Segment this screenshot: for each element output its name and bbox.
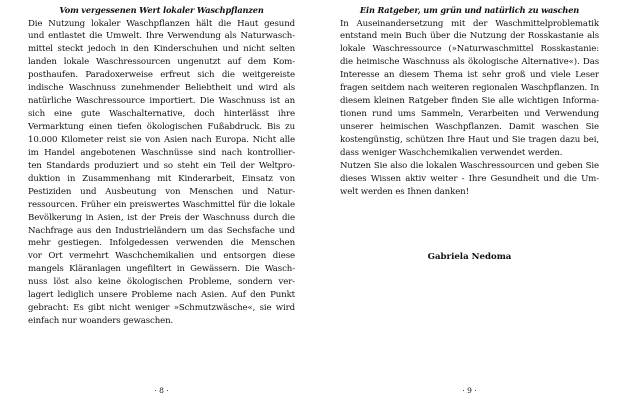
text-line: mangels Kläranlagen ungefiltert in Gewässern. Die Wasch-: [28, 264, 295, 275]
text-line: Pestiziden und Ausbeutung von Menschen und Natur-: [28, 186, 295, 197]
text-line: ressourcen. Früher ein preiswertes Waschmittel für die lokale: [28, 199, 295, 210]
text-line: Die Nutzung lokaler Waschpflanzen hält die Haut gesund: [28, 18, 295, 29]
right-page-heading: Ein Ratgeber, um grün und natürlich zu waschen: [359, 5, 580, 15]
text-line: indische Waschnuss zunehmender Beliebtheit und wird als: [28, 83, 295, 94]
left-page-heading: Vom vergessenen Wert lokaler Waschpflanzen: [59, 5, 264, 15]
text-line: Vermarktung einen tiefen ökologischen Fußabdruck. Bis zu: [28, 122, 295, 132]
right-page: [340, 0, 599, 411]
text-line: In Auseinandersetzung mit der Waschmittelproblematik: [340, 18, 599, 29]
text-line: diesem kleinen Ratgeber finden Sie alle wichtigen Informa-: [340, 96, 599, 107]
text-line: Interesse an diesem Thema ist sehr groß und viele Leser: [340, 70, 599, 81]
text-line: Nutzen Sie also die lokalen Waschressourcen und geben Sie: [340, 160, 599, 171]
text-line: duktion in Zusammenhang mit Kinderarbeit, Einsatz von: [28, 173, 295, 184]
text-line: Bevölkerung in Asien, ist der Preis der Waschnuss durch die: [28, 212, 295, 223]
text-line: lokale Waschressource (»Naturwaschmittel Rosskastanie:: [340, 44, 599, 55]
text-line: lagert lediglich unsere Probleme nach Asien. Auf den Punkt: [28, 290, 295, 301]
author-name: Gabriela Nedoma: [427, 252, 512, 262]
left-page-body: [28, 18, 295, 329]
page-number: · 9 ·: [462, 386, 477, 395]
text-line: sich eine gute Waschalternative, doch hinterlässt ihre: [28, 109, 295, 120]
right-page-body: [340, 18, 599, 199]
text-line: gebracht: Es gibt nicht weniger »Schmutzwäsche«, sie wird: [28, 303, 295, 314]
text-line: 10.000 Kilometer reist sie von Asien nach Europa. Nicht alle: [28, 134, 295, 145]
text-line: posthaufen. Paradoxerweise erfreut sich die weitgereiste: [28, 70, 295, 81]
text-line: vor Ort vermehrt Waschchemikalien und entsorgen diese: [28, 251, 295, 262]
text-line: und entlastet die Umwelt. Ihre Verwendung als Naturwasch-: [28, 31, 295, 42]
text-line: unserer heimischen Waschpflanzen. Damit waschen Sie: [340, 122, 599, 132]
text-line: nuss löst also keine ökologischen Probleme, sondern ver-: [28, 277, 295, 288]
text-line: die heimische Waschnuss als ökologische Alternative«). Das: [340, 57, 599, 68]
text-line: mittel steckt jedoch in den Kinderschuhen und nicht selten: [28, 44, 295, 55]
text-line: welt werden es Ihnen danken!: [340, 186, 469, 197]
text-line: dieses Wissen aktiv weiter - Ihre Gesundheit und die Um-: [340, 173, 599, 184]
text-line: fragen seitdem nach weiteren regionalen Waschpflanzen. In: [340, 83, 599, 94]
text-line: natürliche Waschressource importiert. Die Waschnuss ist an: [28, 96, 295, 107]
text-line: kostengünstig, schützen Ihre Haut und Sie tragen dazu bei,: [340, 134, 599, 145]
page-number: · 8 ·: [154, 386, 169, 395]
text-line: mehr gestiegen. Infolgedessen verwenden die Menschen: [28, 238, 295, 249]
text-line: Nachfrage aus den Industrieländern um das Sechsfache und: [28, 225, 295, 236]
text-line: entstand mein Buch über die Nutzung der Rosskastanie als: [340, 31, 599, 42]
text-line: einfach nur woanders gewaschen.: [28, 316, 174, 327]
text-line: ten Standards produziert und so steht ein Teil der Weltpro-: [28, 160, 295, 171]
text-line: tionen rund ums Sammeln, Verarbeiten und Verwendung: [340, 109, 599, 120]
text-line: landen lokale Waschressourcen ungenutzt auf dem Kom-: [28, 57, 295, 68]
text-line: im Handel angebotenen Waschnüsse sind nach kontrollier-: [28, 147, 295, 158]
left-page: [28, 0, 295, 411]
text-line: dass weniger Waschchemikalien verwendet werden.: [340, 147, 563, 158]
